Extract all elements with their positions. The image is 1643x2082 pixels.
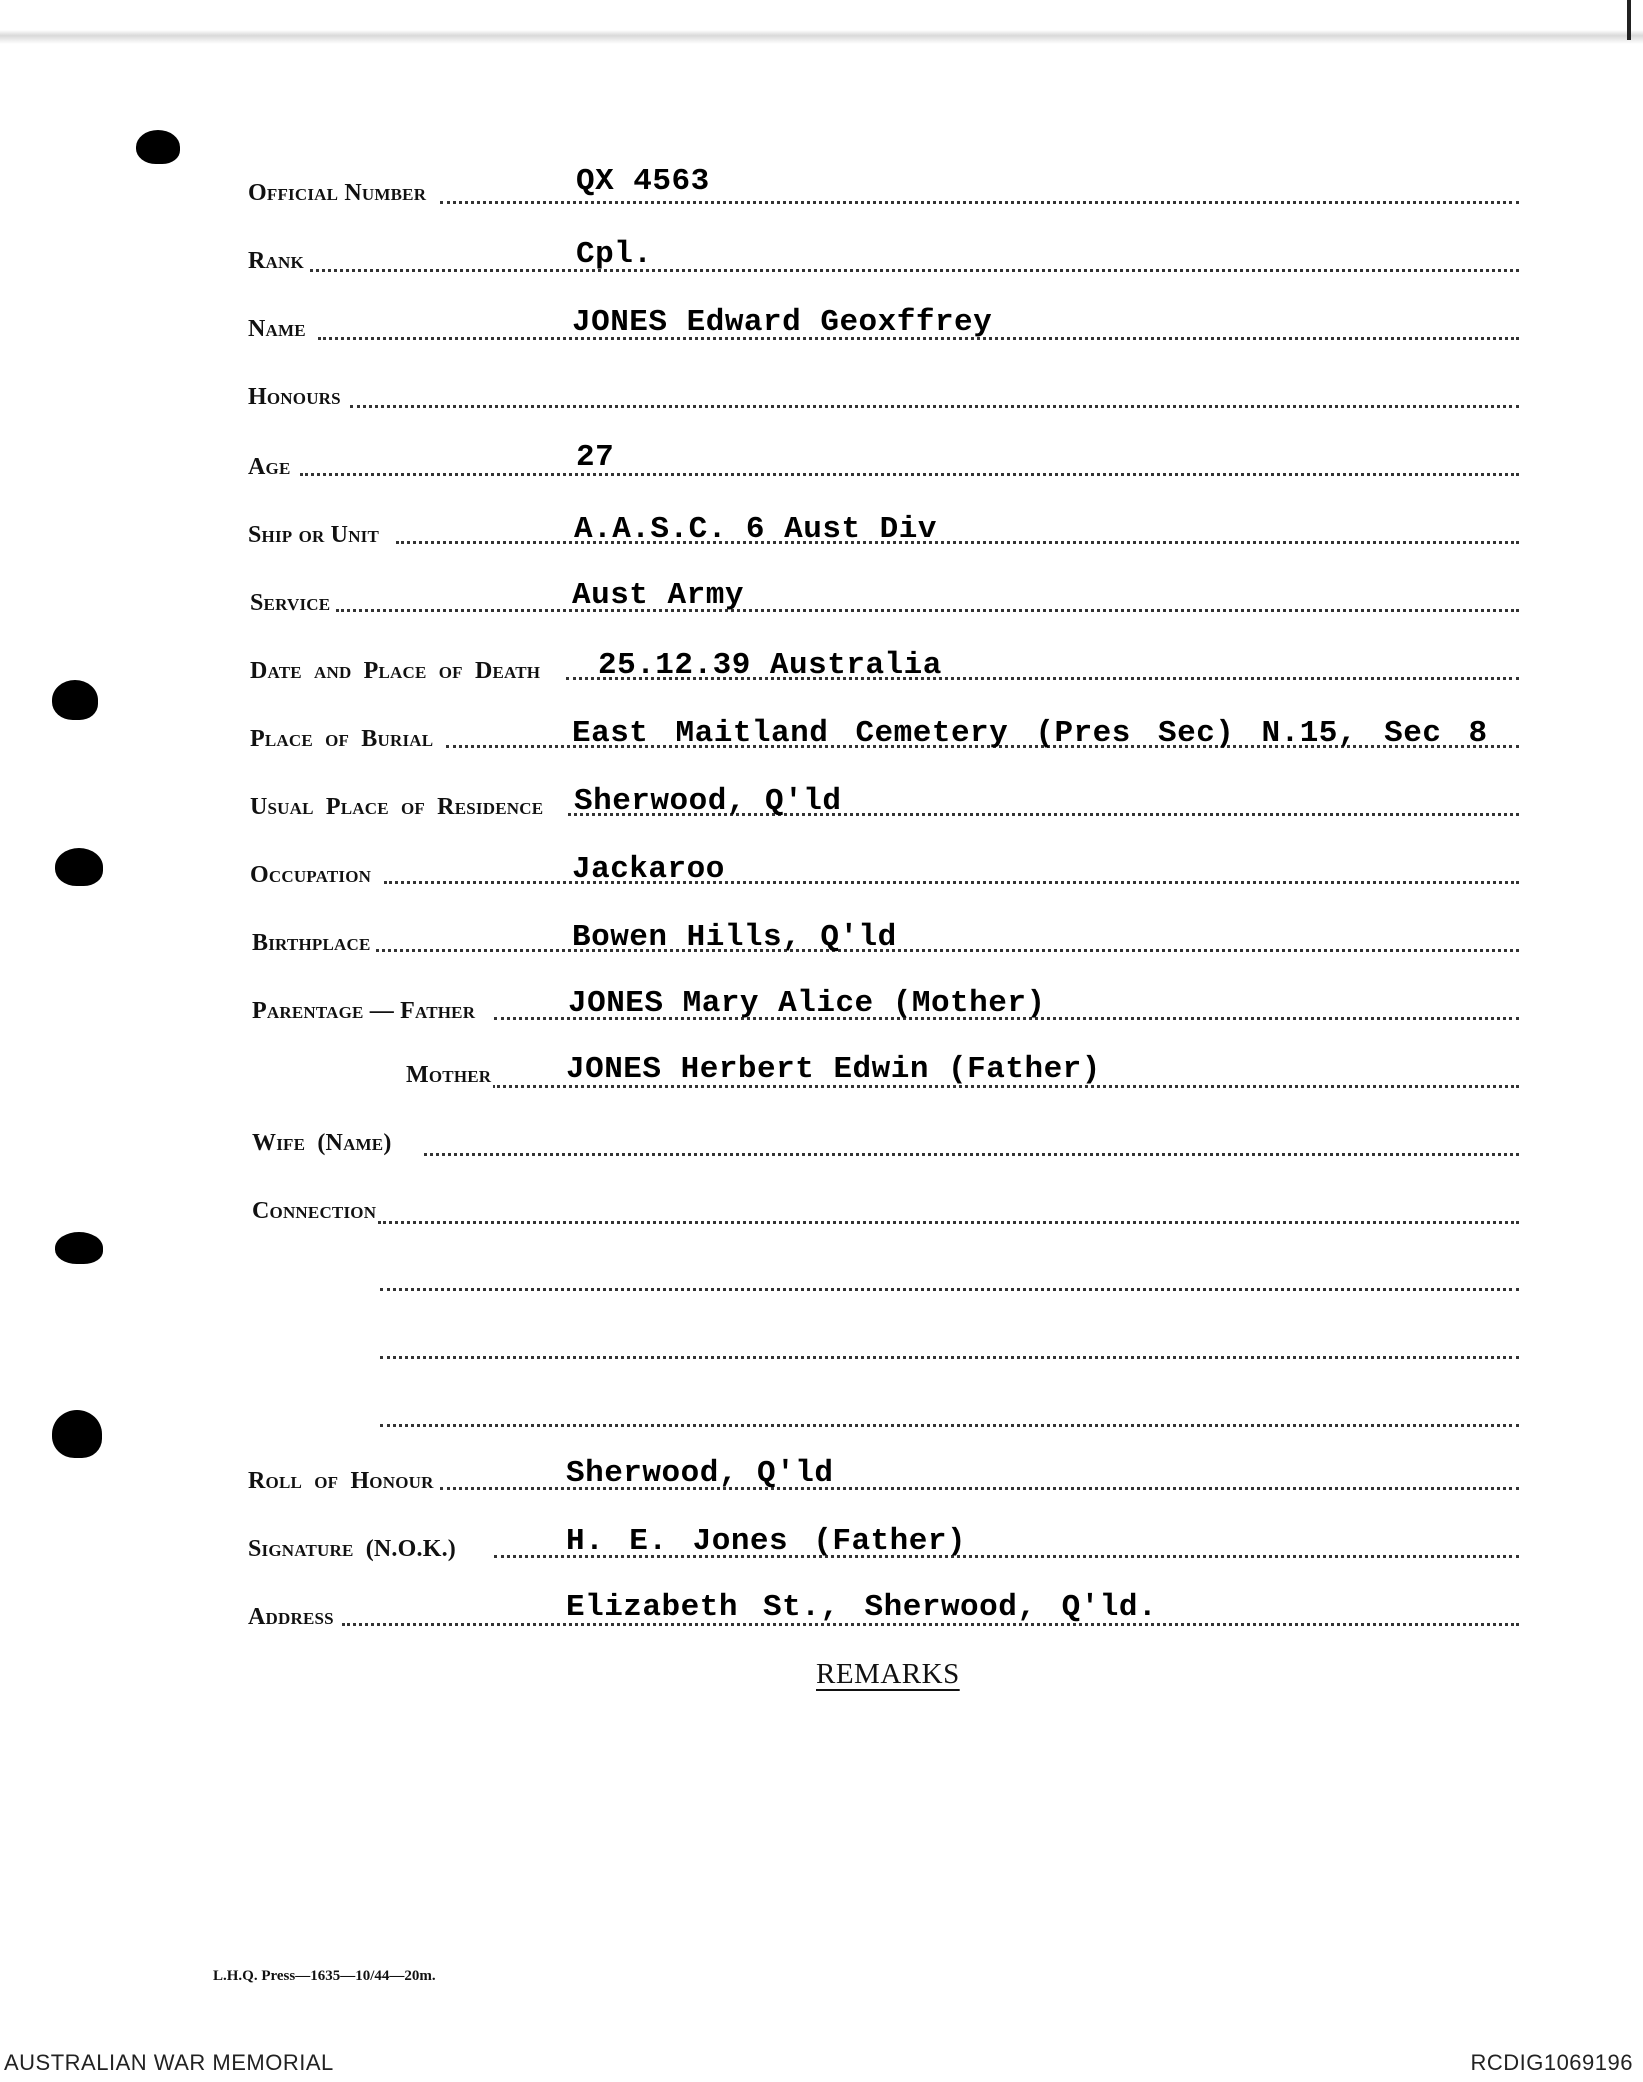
field-signature — [0, 1514, 1643, 1584]
footer-institution: AUSTRALIAN WAR MEMORIAL — [4, 2050, 334, 2075]
label-occupation: Occupation — [250, 862, 372, 888]
field-service — [0, 568, 1643, 638]
label-father: Parentage — Father — [252, 998, 476, 1024]
label-rank: Rank — [248, 248, 304, 274]
field-rank — [0, 228, 1643, 298]
field-residence — [0, 772, 1643, 842]
value-signature: H. E. Jones (Father) — [566, 1524, 967, 1559]
value-age: 27 — [576, 440, 615, 475]
field-name — [0, 296, 1643, 366]
remarks-heading: REMARKS — [816, 1658, 960, 1690]
label-official-number: Official Number — [248, 180, 427, 206]
label-service: Service — [250, 590, 331, 616]
label-date-place-death: Date and Place of Death — [250, 658, 541, 684]
field-date-place-death — [0, 636, 1643, 706]
value-occupation: Jackaroo — [572, 852, 725, 887]
label-wife: Wife (Name) — [252, 1130, 392, 1156]
label-honours: Honours — [248, 384, 341, 410]
label-connection: Connection — [252, 1198, 377, 1224]
value-service: Aust Army — [572, 578, 744, 613]
dotted-line — [376, 949, 1519, 952]
label-place-burial: Place of Burial — [250, 726, 434, 752]
field-address — [0, 1582, 1643, 1652]
field-ship-or-unit — [0, 500, 1643, 570]
dotted-line — [424, 1153, 1519, 1156]
dotted-line — [440, 201, 1519, 204]
dotted-line — [384, 881, 1519, 884]
field-honours — [0, 364, 1643, 434]
field-roll-of-honour — [0, 1446, 1643, 1516]
field-father — [0, 976, 1643, 1046]
value-address: Elizabeth St., Sherwood, Q'ld. — [566, 1590, 1158, 1625]
press-mark: L.H.Q. Press—1635—10/44—20m. — [213, 1968, 436, 1984]
value-mother: JONES Herbert Edwin (Father) — [566, 1052, 1101, 1087]
field-age — [0, 432, 1643, 502]
dotted-line — [350, 405, 1519, 408]
value-roll-of-honour: Sherwood, Q'ld — [566, 1456, 834, 1491]
value-date-place-death: 25.12.39 Australia — [598, 648, 942, 683]
footer-record-id: RCDIG1069196 — [1470, 2050, 1633, 2075]
label-name: Name — [248, 316, 306, 342]
dotted-line — [300, 473, 1519, 476]
value-ship-or-unit: A.A.S.C. 6 Aust Div — [574, 512, 937, 547]
dotted-line — [396, 541, 1519, 544]
value-father: JONES Mary Alice (Mother) — [568, 986, 1046, 1021]
field-connection — [0, 1180, 1643, 1250]
label-roll-of-honour: Roll of Honour — [248, 1468, 434, 1494]
dotted-line — [310, 269, 1519, 272]
label-mother: Mother — [406, 1062, 492, 1088]
label-age: Age — [248, 454, 291, 480]
label-birthplace: Birthplace — [252, 930, 371, 956]
field-place-burial — [0, 704, 1643, 774]
field-mother — [0, 1044, 1643, 1114]
field-wife — [0, 1112, 1643, 1182]
value-birthplace: Bowen Hills, Q'ld — [572, 920, 897, 955]
value-official-number: QX 4563 — [576, 164, 710, 199]
field-birthplace — [0, 908, 1643, 978]
dotted-line — [378, 1221, 1519, 1224]
value-residence: Sherwood, Q'ld — [574, 784, 842, 819]
dotted-line — [336, 609, 1519, 612]
connection-continuation-line — [380, 1356, 1519, 1359]
value-name: JONES Edward Geoxffrey — [572, 305, 993, 340]
label-address: Address — [248, 1604, 334, 1630]
value-place-burial: East Maitland Cemetery (Pres Sec) N.15, Sec 8 — [572, 716, 1488, 751]
scan-right-edge-mark — [1627, 0, 1631, 40]
label-residence: Usual Place of Residence — [250, 794, 544, 820]
field-official-number — [0, 160, 1643, 230]
field-occupation — [0, 840, 1643, 910]
scan-top-edge — [0, 30, 1643, 44]
connection-continuation-line — [380, 1424, 1519, 1427]
connection-continuation-line — [380, 1288, 1519, 1291]
label-ship-or-unit: Ship or Unit — [248, 522, 380, 548]
punch-hole — [136, 130, 180, 164]
label-signature: Signature (N.O.K.) — [248, 1536, 456, 1562]
value-rank: Cpl. — [576, 237, 653, 272]
